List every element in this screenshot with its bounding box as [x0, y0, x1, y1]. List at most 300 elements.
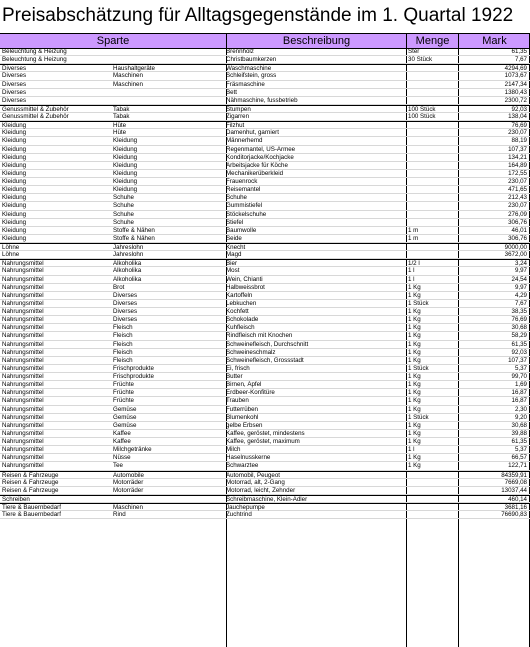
table-row[interactable]	[0, 56, 530, 64]
table-row[interactable]	[0, 219, 530, 227]
sparte-cell: Genussmittel & Zubehör	[2, 105, 69, 113]
sparte-cell: Kleidung	[2, 226, 27, 234]
table-row[interactable]	[0, 487, 530, 495]
beschreibung-cell: Damenhut, garniert	[226, 129, 279, 137]
sparte-cell: Nahrungsmittel	[2, 283, 44, 291]
mark-cell: 306,76	[508, 234, 527, 242]
mark-cell: 58,29	[511, 332, 527, 340]
beschreibung-cell: Trauben	[226, 397, 249, 405]
table-row[interactable]	[0, 406, 530, 414]
beschreibung-cell: Bett	[226, 88, 238, 96]
sparte-cell: Genussmittel & Zubehör	[2, 113, 69, 120]
menge-cell: 1 l	[408, 267, 415, 275]
menge-cell: 1 Kg	[408, 405, 421, 413]
sparte-cell: Nahrungsmittel	[2, 429, 44, 437]
table-row[interactable]	[0, 276, 530, 284]
table-row[interactable]	[0, 341, 530, 349]
mark-cell: 230,07	[508, 202, 527, 210]
sparte-cell: Kleidung	[2, 210, 27, 218]
table-row[interactable]	[0, 64, 530, 72]
menge-cell	[408, 72, 458, 80]
header-mark[interactable]: Mark	[458, 34, 530, 48]
table-row[interactable]	[0, 308, 530, 316]
sparte-cell: Nahrungsmittel	[2, 454, 44, 462]
kategorie-cell: Maschinen	[113, 80, 143, 88]
mark-cell: 107,37	[508, 356, 527, 364]
menge-cell: 1 Kg	[408, 421, 421, 429]
beschreibung-cell: Schreibmaschine, Klein-Adler	[226, 495, 308, 503]
mark-cell: 16,87	[511, 389, 527, 397]
menge-cell: 1 m	[408, 226, 419, 234]
mark-cell: 4294,69	[504, 65, 527, 73]
menge-cell: 1 l	[408, 275, 415, 283]
menge-cell: 1 Stück	[408, 413, 429, 421]
table-row[interactable]	[0, 389, 530, 397]
kategorie-cell: Fleisch	[113, 340, 133, 348]
beschreibung-cell: Wein, Chianti	[226, 275, 263, 283]
sparte-cell: Reisen & Fahrzeuge	[2, 478, 59, 486]
table-row[interactable]	[0, 121, 530, 129]
mark-cell: 134,21	[508, 153, 527, 161]
beschreibung-cell: Milch	[226, 446, 241, 454]
kategorie-cell: Schuhe	[113, 218, 134, 226]
kategorie-cell: Hüte	[113, 129, 127, 137]
kategorie-cell: Rind	[113, 511, 126, 519]
menge-cell: 1 Kg	[408, 462, 421, 470]
table-row[interactable]	[0, 349, 530, 357]
sparte-cell: Nahrungsmittel	[2, 389, 44, 397]
sparte-cell: Nahrungsmittel	[2, 340, 44, 348]
kategorie-cell: Stoffe & Nähen	[113, 234, 155, 242]
kategorie-cell: Automobile	[113, 471, 144, 479]
menge-cell	[408, 511, 458, 519]
kategorie-cell	[113, 89, 223, 97]
table-row[interactable]	[0, 471, 530, 479]
mark-cell: 3681,16	[504, 504, 527, 511]
menge-cell: 1 Kg	[408, 397, 421, 405]
menge-cell: 1 Kg	[408, 389, 421, 397]
sparte-cell: Nahrungsmittel	[2, 299, 44, 307]
menge-cell	[408, 487, 458, 495]
kategorie-cell: Fleisch	[113, 332, 133, 340]
beschreibung-cell: Baumwolle	[226, 226, 257, 234]
mark-cell: 4,29	[514, 291, 527, 299]
kategorie-cell: Milchgetränke	[113, 446, 152, 454]
mark-cell: 276,09	[508, 210, 527, 218]
table-row[interactable]	[0, 146, 530, 154]
sparte-cell: Nahrungsmittel	[2, 260, 44, 268]
kategorie-cell: Kleidung	[113, 137, 138, 145]
sparte-cell: Nahrungsmittel	[2, 413, 44, 421]
beschreibung-cell: Fräsmaschine	[226, 80, 265, 88]
mark-cell: 122,71	[508, 462, 527, 470]
menge-cell: 1 Kg	[408, 324, 421, 332]
menge-cell: 1 Stück	[408, 299, 429, 307]
menge-cell: 1 Kg	[408, 316, 421, 324]
table-row[interactable]	[0, 495, 530, 503]
menge-cell	[408, 178, 458, 186]
beschreibung-cell: Filzhut	[226, 122, 245, 130]
table-row[interactable]	[0, 105, 530, 113]
menge-cell	[408, 211, 458, 219]
table-row[interactable]	[0, 316, 530, 324]
sparte-cell: Tiere & Bauernbedarf	[2, 504, 61, 511]
beschreibung-cell: Schleifstein, gross	[226, 72, 277, 80]
sparte-cell: Kleidung	[2, 122, 27, 130]
kategorie-cell: Gemüse	[113, 421, 137, 429]
menge-cell	[408, 97, 458, 105]
table-row[interactable]	[0, 300, 530, 308]
sparte-cell: Nahrungsmittel	[2, 324, 44, 332]
menge-cell: 1 Kg	[408, 373, 421, 380]
mark-cell: 212,43	[508, 194, 527, 202]
menge-cell	[408, 146, 458, 154]
menge-cell: 30 Stück	[408, 56, 433, 64]
table-row[interactable]	[0, 438, 530, 446]
sparte-cell: Nahrungsmittel	[2, 405, 44, 413]
mark-cell: 230,07	[508, 178, 527, 185]
beschreibung-cell: Brennholz	[226, 48, 254, 55]
table-row[interactable]	[0, 81, 530, 89]
kategorie-cell: Frischprodukte	[113, 364, 154, 372]
beschreibung-cell: Zuchtrind	[226, 511, 252, 519]
beschreibung-cell: Jauchepumpe	[226, 504, 265, 511]
mark-cell: 3672,00	[504, 251, 527, 259]
sparte-cell: Nahrungsmittel	[2, 462, 44, 470]
mark-cell: 30,68	[511, 324, 527, 332]
menge-cell: 1/2 l	[408, 260, 420, 268]
sparte-cell: Kleidung	[2, 153, 27, 161]
kategorie-cell: Schuhe	[113, 202, 134, 210]
table-row[interactable]	[0, 414, 530, 422]
kategorie-cell: Diverses	[113, 308, 138, 315]
header-menge[interactable]: Menge	[406, 34, 458, 48]
mark-cell: 9,20	[514, 413, 527, 421]
table-row[interactable]	[0, 422, 530, 430]
beschreibung-cell: Waschmaschine	[226, 65, 272, 73]
table-row[interactable]	[0, 178, 530, 186]
table-row[interactable]	[0, 251, 530, 259]
kategorie-cell: Hüte	[113, 122, 127, 130]
beschreibung-cell: Schuhe	[226, 194, 247, 202]
mark-cell: 5,37	[514, 364, 527, 372]
kategorie-cell: Maschinen	[113, 72, 143, 80]
mark-cell: 1380,43	[504, 88, 527, 96]
mark-cell: 172,55	[508, 169, 527, 177]
kategorie-cell	[113, 56, 223, 64]
sparte-cell: Löhne	[2, 244, 20, 251]
mark-cell: 9,97	[514, 283, 527, 291]
table-row[interactable]	[0, 267, 530, 275]
beschreibung-cell: Ei, frisch	[226, 364, 250, 372]
table-row[interactable]	[0, 97, 530, 105]
sparte-cell: Kleidung	[2, 137, 27, 145]
sparte-cell: Diverses	[2, 72, 27, 80]
table-row[interactable]	[0, 357, 530, 365]
menge-cell: 1 Kg	[408, 291, 421, 299]
table-row[interactable]	[0, 503, 530, 511]
menge-cell	[408, 186, 458, 194]
kategorie-cell: Alkoholika	[113, 260, 142, 268]
menge-cell: 1 Kg	[408, 283, 421, 291]
mark-cell: 230,07	[508, 129, 527, 137]
beschreibung-cell: Motorrad, leicht, Zehnder	[226, 486, 296, 494]
table-row[interactable]	[0, 89, 530, 97]
menge-cell: 1 m	[408, 234, 419, 242]
mark-cell: 2,30	[514, 405, 527, 413]
mark-cell: 76,69	[511, 122, 527, 130]
mark-cell: 1073,67	[504, 72, 527, 80]
mark-cell: 66,57	[511, 454, 527, 462]
sparte-cell: Kleidung	[2, 178, 27, 185]
table-row[interactable]	[0, 446, 530, 454]
mark-cell: 7669,08	[504, 478, 527, 486]
menge-cell	[408, 89, 458, 97]
beschreibung-cell: Schokolade	[226, 316, 259, 324]
table-row[interactable]	[0, 381, 530, 389]
beschreibung-cell: Most	[226, 267, 240, 275]
table-header	[0, 33, 530, 49]
table-row[interactable]	[0, 243, 530, 251]
beschreibung-cell: Knecht	[226, 244, 246, 251]
mark-cell: 5,37	[514, 446, 527, 454]
table-row[interactable]	[0, 48, 530, 56]
sparte-cell: Kleidung	[2, 202, 27, 210]
mark-cell: 61,35	[511, 48, 527, 55]
beschreibung-cell: Halbweissbrot	[226, 283, 265, 291]
sparte-cell: Kleidung	[2, 129, 27, 137]
beschreibung-cell: Konditorjacke/Kochjacke	[226, 153, 294, 161]
table-row[interactable]	[0, 284, 530, 292]
sparte-cell: Kleidung	[2, 169, 27, 177]
beschreibung-cell: Stöckelschuhe	[226, 210, 267, 218]
kategorie-cell: Schuhe	[113, 194, 134, 202]
sparte-cell: Beleuchtung & Heizung	[2, 56, 67, 64]
menge-cell: 1 Kg	[408, 356, 421, 364]
table-row[interactable]	[0, 154, 530, 162]
mark-cell: 9000,00	[504, 244, 527, 251]
mark-cell: 7,67	[514, 56, 527, 64]
table-row[interactable]	[0, 259, 530, 267]
kategorie-cell: Früchte	[113, 389, 134, 397]
kategorie-cell: Früchte	[113, 381, 134, 389]
beschreibung-cell: Stumpen	[226, 105, 251, 113]
table-row[interactable]	[0, 113, 530, 121]
mark-cell: 30,68	[511, 421, 527, 429]
sparte-cell: Schreiben	[2, 495, 30, 503]
beschreibung-cell: Frauenrock	[226, 178, 258, 185]
page-title: Preisabschätzung für Alltagsgegenstände im 1. Quartal 1922	[2, 5, 514, 26]
mark-cell: 1,69	[514, 381, 527, 389]
kategorie-cell: Kleidung	[113, 178, 138, 185]
mark-cell: 92,03	[511, 105, 527, 113]
header-sparte[interactable]: Sparte	[96, 35, 130, 47]
mark-cell: 9,97	[514, 267, 527, 275]
mark-cell: 61,35	[511, 340, 527, 348]
table-row[interactable]	[0, 454, 530, 462]
sparte-cell: Nahrungsmittel	[2, 438, 44, 445]
kategorie-cell: Alkoholika	[113, 275, 142, 283]
kategorie-cell: Diverses	[113, 299, 138, 307]
beschreibung-cell: Kartoffeln	[226, 291, 253, 299]
menge-cell: 1 Kg	[408, 438, 421, 445]
kategorie-cell: Gemüse	[113, 413, 137, 421]
sparte-cell: Nahrungsmittel	[2, 348, 44, 356]
mark-cell: 7,67	[514, 299, 527, 307]
table-row[interactable]	[0, 397, 530, 405]
sparte-cell: Kleidung	[2, 145, 27, 153]
beschreibung-cell: Lebkuchen	[226, 299, 257, 307]
beschreibung-cell: Kuhfleisch	[226, 324, 255, 332]
table-row[interactable]	[0, 462, 530, 470]
mark-cell: 76,69	[511, 316, 527, 324]
beschreibung-cell: Männerhemd	[226, 137, 263, 145]
mark-cell: 138,04	[508, 113, 527, 120]
beschreibung-cell: Bier	[226, 260, 238, 268]
kategorie-cell: Stoffe & Nähen	[113, 226, 155, 234]
mark-cell: 16,87	[511, 397, 527, 405]
kategorie-cell	[113, 48, 223, 56]
menge-cell	[408, 170, 458, 178]
table-row[interactable]	[0, 292, 530, 300]
mark-cell: 24,54	[511, 275, 527, 283]
beschreibung-cell: Blumenkohl	[226, 413, 259, 421]
mark-cell: 471,65	[508, 186, 527, 194]
menge-cell	[408, 202, 458, 210]
table-row[interactable]	[0, 162, 530, 170]
sparte-cell: Kleidung	[2, 194, 27, 202]
mark-cell: 38,35	[511, 308, 527, 315]
beschreibung-cell: Schwarztee	[226, 462, 259, 470]
table-row[interactable]	[0, 202, 530, 210]
beschreibung-cell: gelbe Erbsen	[226, 421, 263, 429]
table-row[interactable]	[0, 365, 530, 373]
kategorie-cell: Tabak	[113, 113, 130, 120]
mark-cell: 92,03	[511, 348, 527, 356]
kategorie-cell: Maschinen	[113, 504, 143, 511]
beschreibung-cell: Schweinefleisch, Durchschnitt	[226, 340, 309, 348]
table-row[interactable]	[0, 235, 530, 243]
sparte-cell: Nahrungsmittel	[2, 421, 44, 429]
beschreibung-cell: Birnen, Äpfel	[226, 381, 262, 389]
table-row[interactable]	[0, 129, 530, 137]
menge-cell	[408, 81, 458, 89]
kategorie-cell: Fleisch	[113, 324, 133, 332]
sparte-cell: Beleuchtung & Heizung	[2, 48, 67, 55]
sparte-cell: Diverses	[2, 65, 27, 73]
sparte-cell: Nahrungsmittel	[2, 356, 44, 364]
mark-cell: 3,24	[514, 260, 527, 268]
kategorie-cell: Kleidung	[113, 169, 138, 177]
header-beschreibung[interactable]: Beschreibung	[226, 34, 406, 48]
mark-cell: 107,37	[508, 145, 527, 153]
table-body	[0, 48, 530, 519]
menge-cell	[408, 219, 458, 227]
kategorie-cell: Haushaltgeräte	[113, 65, 155, 73]
kategorie-cell: Kleidung	[113, 153, 138, 161]
sparte-cell: Nahrungsmittel	[2, 364, 44, 372]
table-row[interactable]	[0, 137, 530, 145]
beschreibung-cell: Christbaumkerzen	[226, 56, 277, 64]
beschreibung-cell: Arbeitsjacke für Köche	[226, 161, 288, 169]
sparte-cell: Nahrungsmittel	[2, 267, 44, 275]
kategorie-cell: Schuhe	[113, 210, 134, 218]
sparte-cell: Tiere & Bauernbedarf	[2, 511, 61, 519]
table-row[interactable]	[0, 227, 530, 235]
menge-cell: 1 Kg	[408, 429, 421, 437]
table-row[interactable]	[0, 430, 530, 438]
beschreibung-cell: Regenmantel, US-Armee	[226, 145, 296, 153]
table-row[interactable]	[0, 511, 530, 519]
menge-cell: 100 Stück	[408, 113, 436, 120]
table-row[interactable]	[0, 211, 530, 219]
table-row[interactable]	[0, 373, 530, 381]
sparte-cell: Nahrungsmittel	[2, 373, 44, 380]
sparte-cell: Kleidung	[2, 234, 27, 242]
beschreibung-cell: Gummistiefel	[226, 202, 263, 210]
beschreibung-cell: Rindfleisch mit Knochen	[226, 332, 293, 340]
menge-cell	[408, 154, 458, 162]
beschreibung-cell: Seide	[226, 234, 242, 242]
kategorie-cell: Gemüse	[113, 405, 137, 413]
mark-cell: 76690,83	[501, 511, 527, 519]
table-row[interactable]	[0, 186, 530, 194]
sparte-cell: Nahrungsmittel	[2, 291, 44, 299]
sparte-cell: Kleidung	[2, 218, 27, 226]
table-row[interactable]	[0, 170, 530, 178]
menge-cell: 100 Stück	[408, 105, 436, 113]
sparte-cell: Diverses	[2, 88, 27, 96]
kategorie-cell: Motorräder	[113, 486, 144, 494]
kategorie-cell: Alkoholika	[113, 267, 142, 275]
menge-cell	[408, 162, 458, 170]
beschreibung-cell: Stiefel	[226, 218, 244, 226]
beschreibung-cell: Butter	[226, 373, 243, 380]
kategorie-cell: Früchte	[113, 397, 134, 405]
table-row[interactable]	[0, 72, 530, 80]
menge-cell: 1 Stück	[408, 364, 429, 372]
menge-cell	[408, 479, 458, 487]
beschreibung-cell: Futterrüben	[226, 405, 258, 413]
menge-cell: 1 Kg	[408, 332, 421, 340]
kategorie-cell: Jahreslohn	[113, 251, 144, 259]
mark-cell: 61,35	[511, 438, 527, 445]
kategorie-cell: Tee	[113, 462, 123, 470]
table-row[interactable]	[0, 324, 530, 332]
sparte-cell: Nahrungsmittel	[2, 397, 44, 405]
sparte-cell: Kleidung	[2, 161, 27, 169]
sparte-cell: Nahrungsmittel	[2, 316, 44, 324]
table-row[interactable]	[0, 332, 530, 340]
menge-cell: 1 Kg	[408, 308, 421, 315]
beschreibung-cell: Schweineschmalz	[226, 348, 276, 356]
menge-cell: 1 Kg	[408, 348, 421, 356]
mark-cell: 46,01	[511, 226, 527, 234]
sparte-cell: Diverses	[2, 96, 27, 104]
beschreibung-cell: Haselnusskerne	[226, 454, 271, 462]
beschreibung-cell: Kochfett	[226, 308, 249, 315]
beschreibung-cell: Schweinefleisch, Grossstadt	[226, 356, 304, 364]
table-row[interactable]	[0, 194, 530, 202]
kategorie-cell: Diverses	[113, 316, 138, 324]
table-row[interactable]	[0, 479, 530, 487]
sparte-cell: Reisen & Fahrzeuge	[2, 486, 59, 494]
kategorie-cell	[113, 97, 223, 105]
kategorie-cell: Kleidung	[113, 145, 138, 153]
mark-cell: 2300,72	[504, 96, 527, 104]
kategorie-cell: Brot	[113, 283, 125, 291]
kategorie-cell: Kaffee	[113, 438, 131, 445]
